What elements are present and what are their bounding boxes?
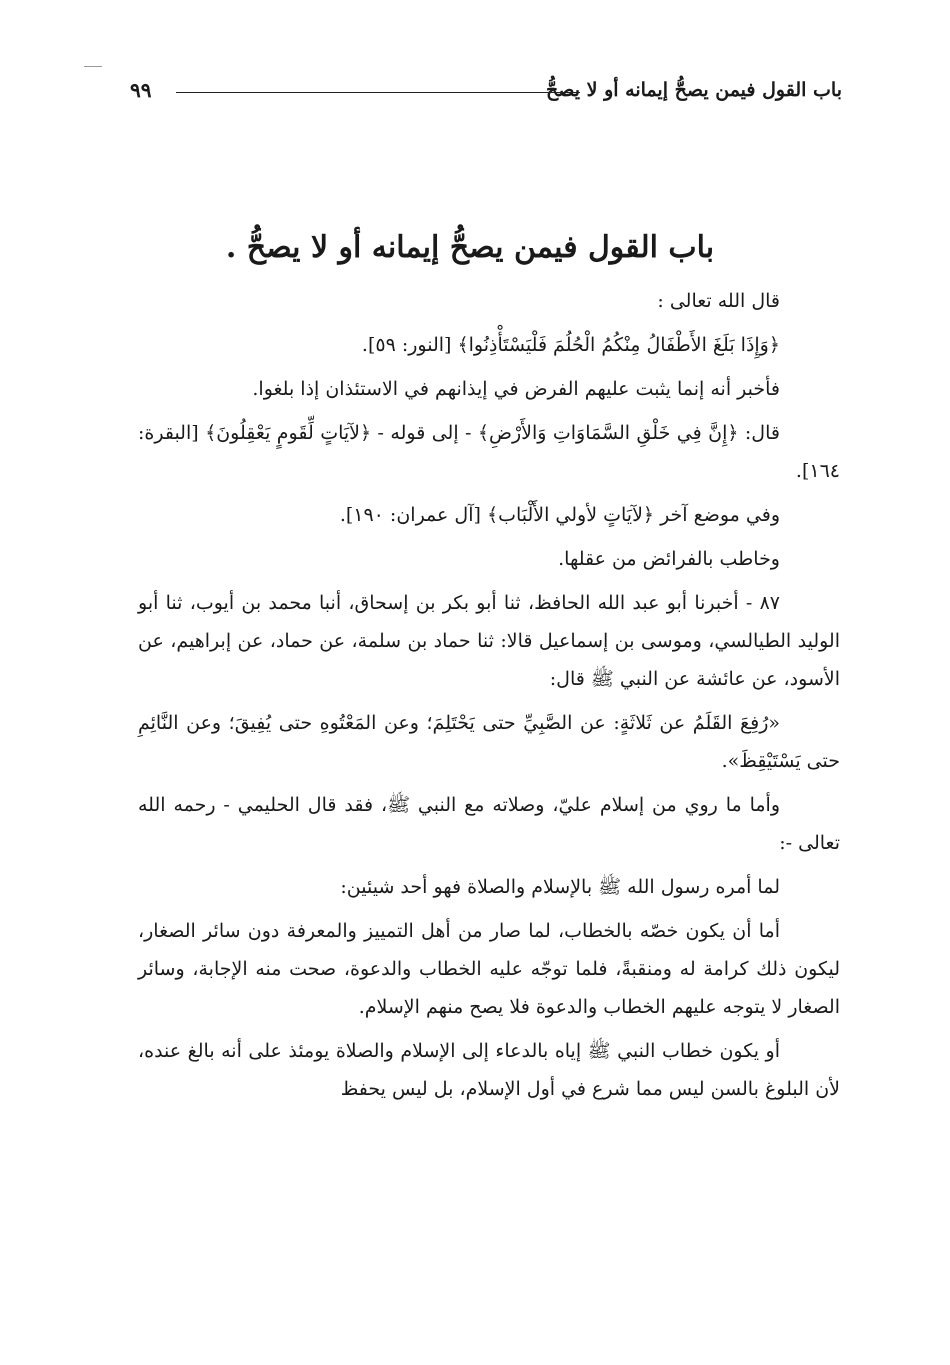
paragraph: لما أمره رسول الله ﷺ بالإسلام والصلاة فهو أحد شيئين: <box>340 876 780 898</box>
chapter-title: باب القول فيمن يصحُّ إيمانه أو لا يصحُّ . <box>225 230 715 265</box>
paragraph: وخاطب بالفرائض من عقلها. <box>558 548 780 570</box>
paragraph: أو يكون خطاب النبي ﷺ إياه بالدعاء إلى الإسلام والصلاة يومئذ على أنه بالغ عنده، لأن البلوغ بالسن ليس مما شرع في أول الإسلام، بل ليس يحفظ <box>138 1040 840 1100</box>
corner-mark <box>84 66 102 67</box>
running-title: باب القول فيمن يصحُّ إيمانه أو لا يصحُّ <box>546 79 842 101</box>
quran-verse: ﴿وَإِذَا بَلَغَ الأَطْفَالُ مِنْكُمُ الْحُلُمَ فَلْيَسْتَأْذِنُوا﴾ [النور: ٥٩]. <box>361 334 780 356</box>
body-text <box>138 282 840 1114</box>
page-number: ٩٩ <box>130 78 152 102</box>
paragraph: وأما ما روي من إسلام عليّ، وصلاته مع النبي ﷺ، فقد قال الحليمي - رحمه الله تعالى -: <box>138 794 840 854</box>
paragraph: فأخبر أنه إنما يثبت عليهم الفرض في إيذانهم في الاستئذان إذا بلغوا. <box>252 378 780 400</box>
hadith-chain: ٨٧ - أخبرنا أبو عبد الله الحافظ، ثنا أبو بكر بن إسحاق، أنبا محمد بن أيوب، ثنا أبو الوليد الطيالسي، وموسى بن إسماعيل قالا: ثنا حماد بن سلمة، عن حماد، عن إبراهيم، عن الأسود، عن عائشة عن النبي ﷺ قال: <box>138 592 840 690</box>
quran-verse: قال: ﴿إِنَّ فِي خَلْقِ السَّمَاوَاتِ وَالأَرْضِ﴾ - إلى قوله - ﴿لآيَاتٍ لِّقَومٍ يَعْقِلُونَ﴾ [البقرة: ١٦٤]. <box>138 422 840 482</box>
paragraph: أما أن يكون خصّه بالخطاب، لما صار من أهل التمييز والمعرفة دون سائر الصغار، ليكون ذلك كرامة له ومنقبةً، فلما توجّه عليه الخطاب والدعوة، صحت منه الإجابة، وسائر الصغار لا يتوجه عليهم الخطاب والدعوة فلا يصح منهم الإسلام. <box>138 920 840 1018</box>
paragraph-intro: قال الله تعالى : <box>657 290 780 312</box>
header-rule <box>176 92 580 93</box>
quran-verse: وفي موضع آخر ﴿لآيَاتٍ لأولي الأَلْبَاب﴾ [آل عمران: ١٩٠]. <box>339 504 780 526</box>
hadith-text: «رُفِعَ القَلَمُ عن ثَلاثَةٍ: عن الصَّبِيِّ حتى يَحْتَلِمَ؛ وعن المَعْتُوهِ حتى يُفِيقَ؛ وعن النَّائِمِ حتى يَسْتَيْقِظَ». <box>138 712 840 772</box>
running-header <box>130 76 842 106</box>
